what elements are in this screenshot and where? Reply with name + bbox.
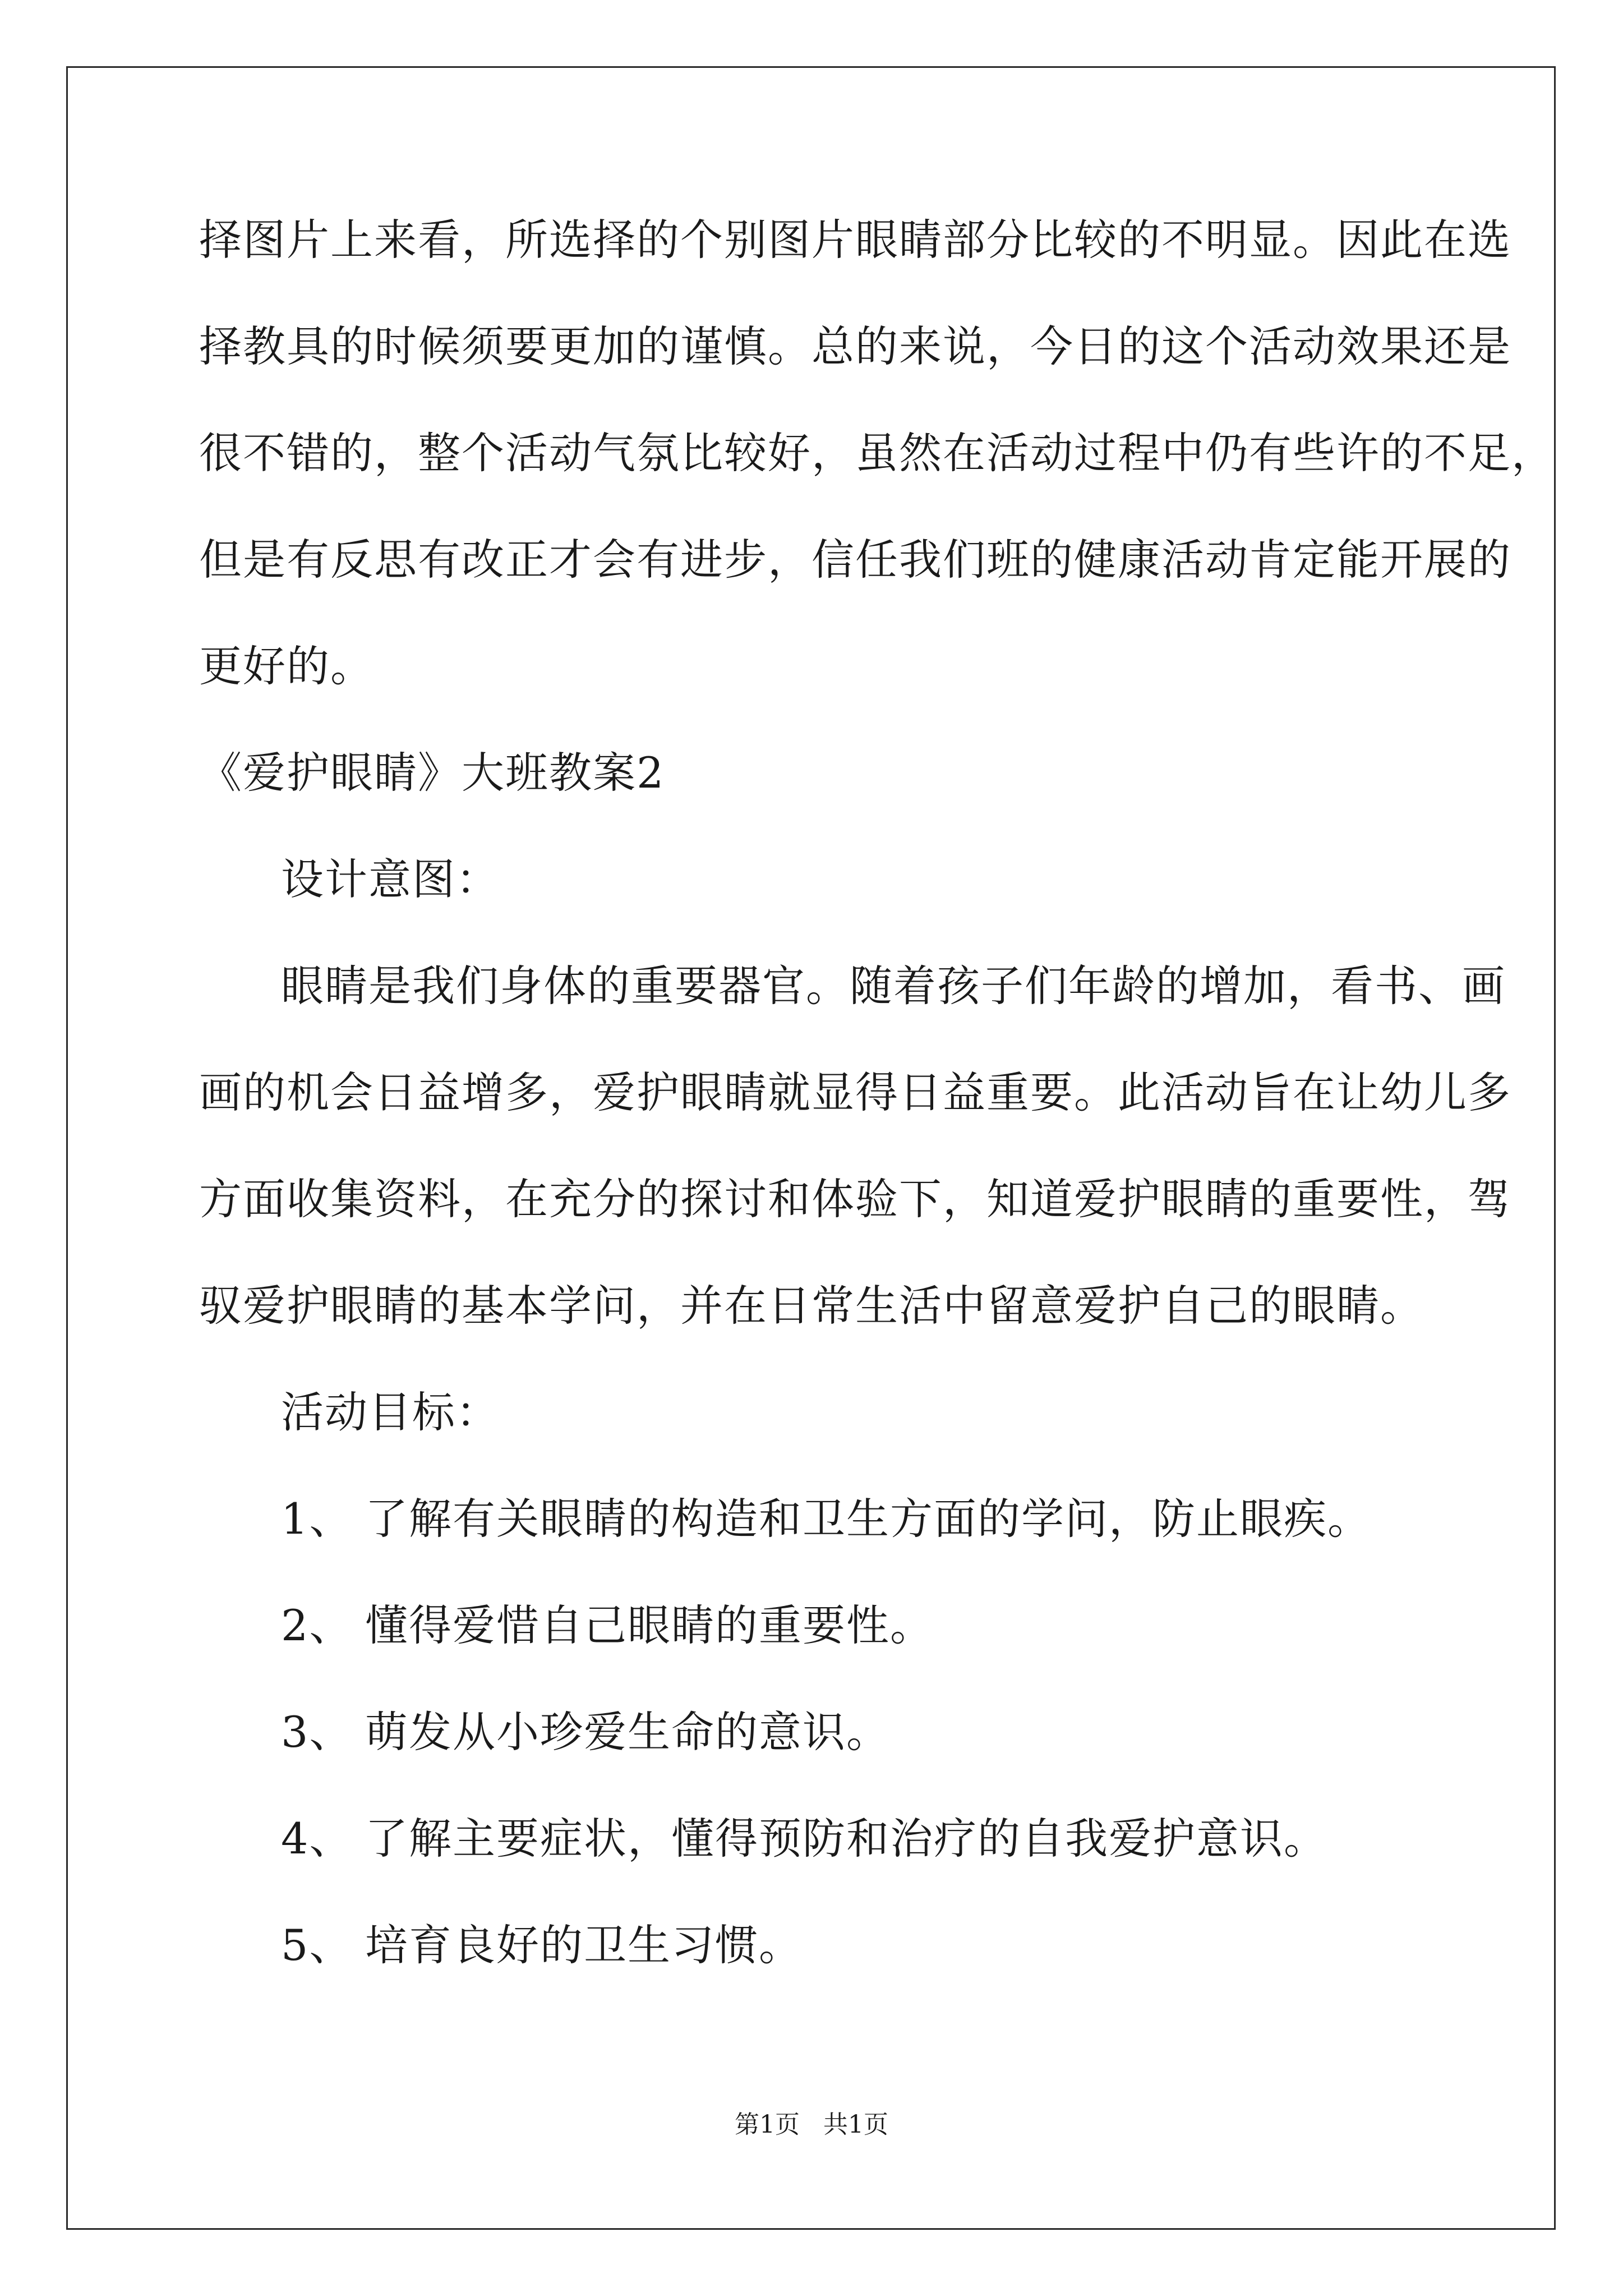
goal-text: 了解有关眼睛的构造和卫生方面的学问，防止眼疾。 — [365, 1494, 1371, 1544]
goal-number: 5、 — [281, 1920, 353, 1970]
design-heading: 设计意图： — [281, 854, 500, 904]
goal-number: 4、 — [281, 1814, 353, 1864]
goal-number: 2、 — [281, 1600, 353, 1650]
paragraph-line: 择教具的时候须要更加的谨慎。总的来说，今日的这个活动效果还是 — [199, 321, 1511, 371]
goal-text: 了解主要症状，懂得预防和治疗的自我爱护意识。 — [365, 1814, 1327, 1864]
paragraph-line: 择图片上来看，所选择的个别图片眼睛部分比较的不明显。因此在选 — [199, 215, 1511, 265]
goal-text: 培育良好的卫生习惯。 — [365, 1920, 803, 1970]
goal-number: 1、 — [281, 1494, 353, 1544]
goal-item — [199, 1812, 1444, 1866]
paragraph-line: 很不错的，整个活动气氛比较好，虽然在活动过程中仍有些许的不足， — [199, 428, 1555, 478]
paragraph-line: 驭爱护眼睛的基本学问，并在日常生活中留意爱护自己的眼睛。 — [199, 1281, 1424, 1331]
goal-text: 萌发从小珍爱生命的意识。 — [365, 1707, 890, 1757]
goal-item — [199, 1599, 1444, 1653]
page-number-footer: 第1页 共1页 — [735, 2110, 888, 2139]
goal-item — [199, 1705, 1444, 1759]
section-title: 《爱护眼睛》大班教案2 — [199, 748, 665, 798]
goal-item — [199, 1492, 1444, 1546]
paragraph-line: 画的机会日益增多，爱护眼睛就显得日益重要。此活动旨在让幼儿多 — [199, 1068, 1511, 1117]
paragraph-line: 方面收集资料，在充分的探讨和体验下，知道爱护眼睛的重要性，驾 — [199, 1174, 1511, 1224]
goals-heading: 活动目标： — [281, 1387, 500, 1437]
paragraph-line: 但是有反思有改正才会有进步，信任我们班的健康活动肯定能开展的 — [199, 535, 1511, 585]
goal-number: 3、 — [281, 1707, 353, 1757]
paragraph-line: 眼睛是我们身体的重要器官。随着孩子们年龄的增加，看书、画 — [281, 961, 1506, 1011]
goal-item — [199, 1918, 1444, 1972]
document-body — [199, 213, 1555, 2025]
paragraph-line: 更好的。 — [199, 641, 374, 691]
goal-text: 懂得爱惜自己眼睛的重要性。 — [365, 1600, 934, 1650]
